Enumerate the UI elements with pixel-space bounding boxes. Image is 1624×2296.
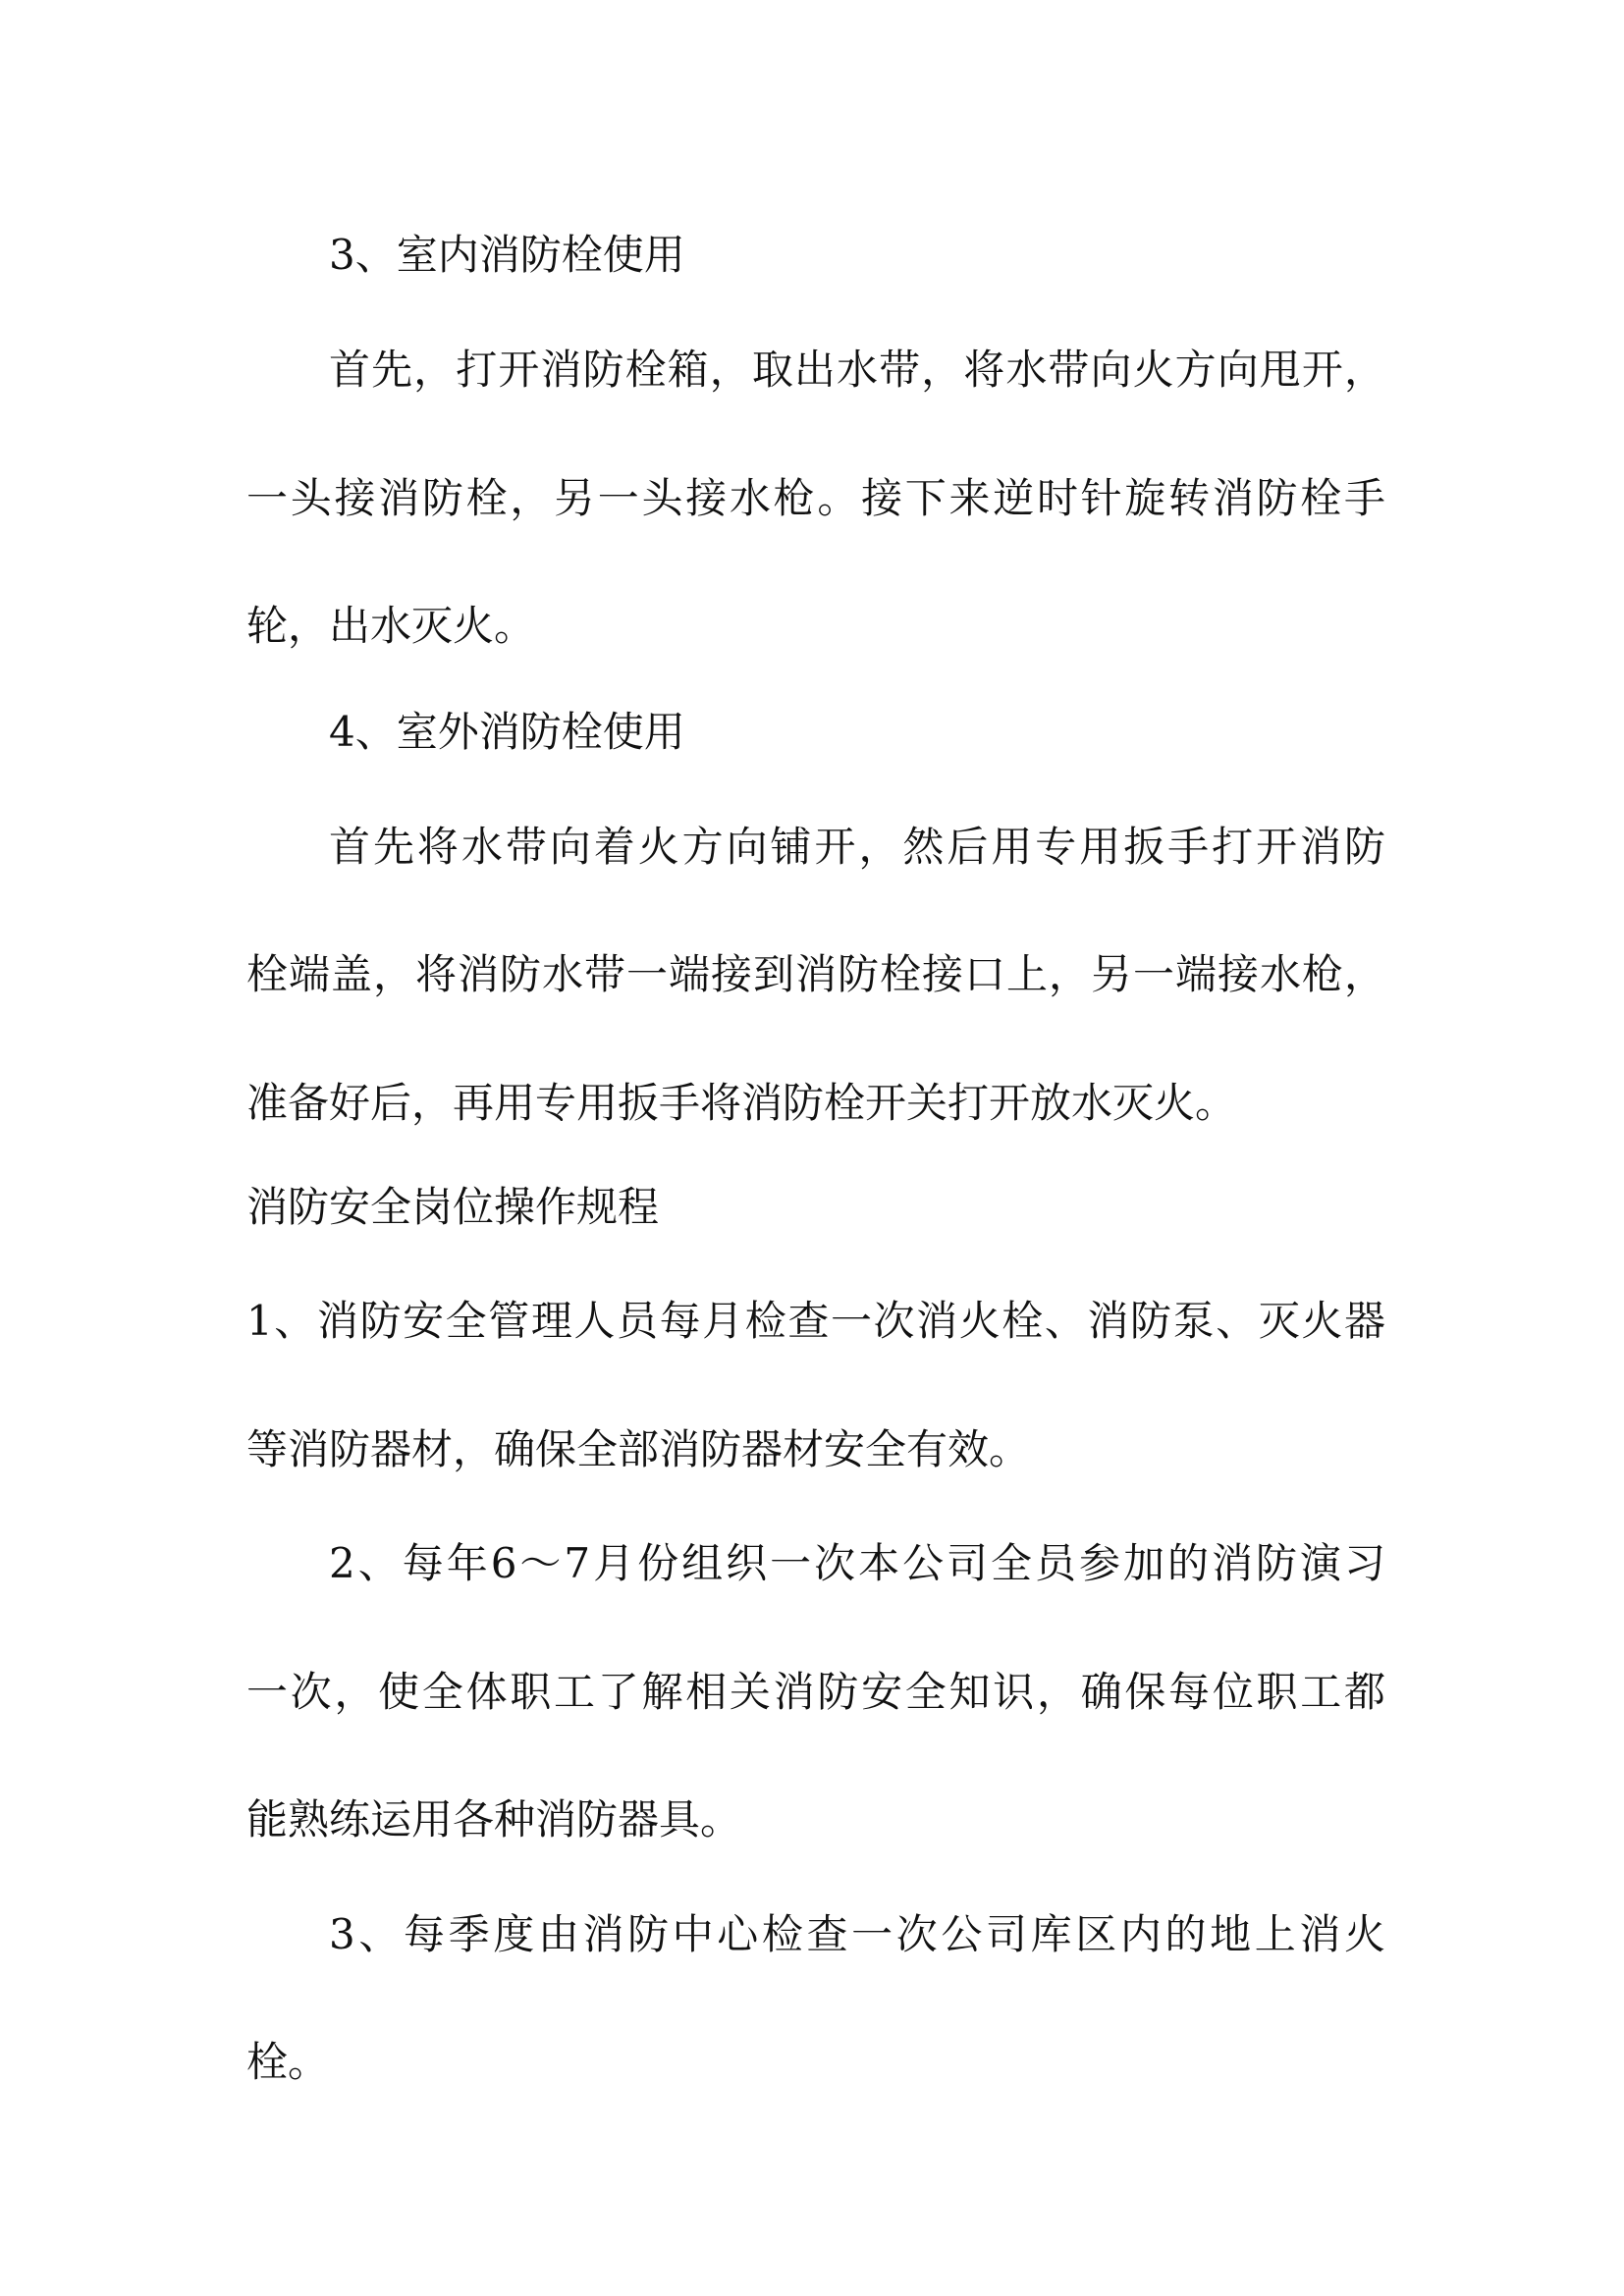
paragraph-line: 等消防器材，确保全部消防器材安全有效。 xyxy=(246,1425,1031,1473)
paragraph-line: 轮，出水灭火。 xyxy=(246,602,536,650)
paragraph-line: 首先将水带向着火方向铺开，然后用专用扳手打开消防 xyxy=(329,823,1385,871)
paragraph-line: 栓端盖，将消防水带一端接到消防栓接口上，另一端接水枪， xyxy=(246,950,1385,998)
paragraph-line: 一次，使全体职工了解相关消防安全知识，确保每位职工都 xyxy=(246,1668,1385,1716)
paragraph-line: 1、消防安全管理人员每月检查一次消火栓、消防泵、灭火器 xyxy=(246,1297,1385,1345)
section-title: 消防安全岗位操作规程 xyxy=(246,1183,660,1231)
paragraph-line: 2、每年6～7月份组织一次本公司全员参加的消防演习 xyxy=(329,1539,1385,1587)
heading-outdoor-hydrant: 4、室外消防栓使用 xyxy=(329,708,685,756)
heading-indoor-hydrant: 3、室内消防栓使用 xyxy=(329,231,685,279)
paragraph-line: 首先，打开消防栓箱，取出水带，将水带向火方向甩开， xyxy=(329,346,1385,394)
paragraph-line: 准备好后，再用专用扳手将消防栓开关打开放水灭火。 xyxy=(246,1079,1237,1127)
paragraph-line: 一头接消防栓，另一头接水枪。接下来逆时针旋转消防栓手 xyxy=(246,474,1385,522)
paragraph-line: 能熟练运用各种消防器具。 xyxy=(246,1795,742,1843)
paragraph-line: 3、每季度由消防中心检查一次公司库区内的地上消火 xyxy=(329,1910,1385,1958)
paragraph-line: 栓。 xyxy=(246,2038,330,2086)
